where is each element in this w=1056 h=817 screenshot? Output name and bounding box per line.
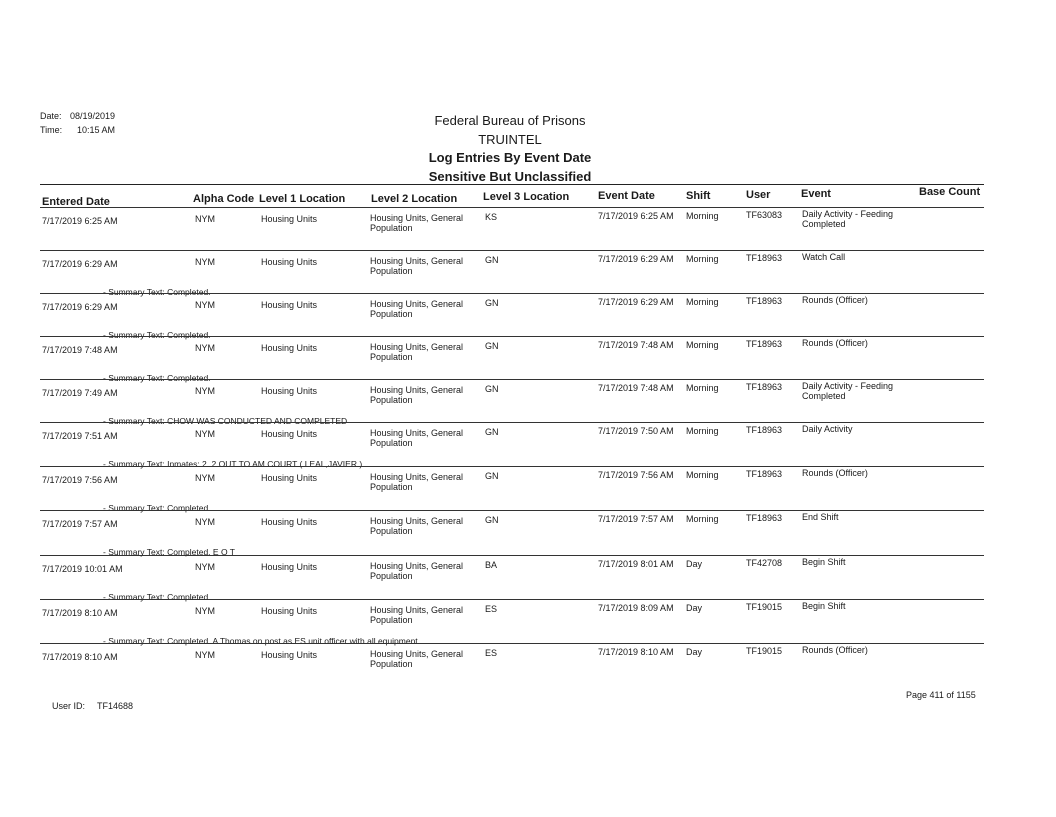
alpha-code-cell: NYM — [195, 343, 215, 353]
entered-date-cell: 7/17/2019 6:29 AM — [42, 259, 118, 269]
entered-date-cell: 7/17/2019 8:10 AM — [42, 608, 118, 618]
summary-text: - Summary Text: Completed. — [103, 373, 211, 383]
table-row — [0, 646, 1056, 690]
header-top-rule — [40, 184, 984, 185]
shift-cell: Day — [686, 559, 703, 569]
level1-cell: Housing Units — [261, 562, 318, 572]
alpha-code-cell: NYM — [195, 257, 215, 267]
date-value: 08/19/2019 — [70, 111, 116, 121]
row-divider — [40, 643, 984, 644]
level1-cell: Housing Units — [261, 473, 318, 483]
entered-date-cell: 7/17/2019 8:10 AM — [42, 652, 118, 662]
level3-cell: ES — [485, 604, 498, 614]
level2-cell: Housing Units, General Population — [370, 213, 464, 233]
level2-cell: Housing Units, General Population — [370, 342, 464, 362]
title-report-name: Log Entries By Event Date — [428, 150, 592, 165]
table-row — [0, 602, 1056, 646]
summary-text: - Summary Text: Completed. — [103, 287, 211, 297]
user-cell: TF18963 — [746, 425, 783, 435]
level3-cell: GN — [485, 515, 499, 525]
col-entered-date: Entered Date — [42, 196, 110, 208]
shift-cell: Morning — [686, 254, 719, 264]
entered-date-cell: 7/17/2019 7:56 AM — [42, 475, 118, 485]
report-title — [395, 112, 625, 186]
user-cell: TF18963 — [746, 296, 783, 306]
user-cell: TF18963 — [746, 253, 783, 263]
row-divider — [40, 379, 984, 380]
col-level3: Level 3 Location — [483, 191, 570, 203]
event-cell: Rounds (Officer) — [802, 645, 868, 655]
alpha-code-cell: NYM — [195, 650, 215, 660]
event-cell: Rounds (Officer) — [802, 295, 868, 305]
table-row — [0, 469, 1056, 513]
event-date-cell: 7/17/2019 6:29 AM — [598, 297, 674, 307]
col-event-date: Event Date — [598, 190, 655, 202]
table-row — [0, 382, 1056, 426]
level1-cell: Housing Units — [261, 606, 318, 616]
alpha-code-cell: NYM — [195, 300, 215, 310]
col-base-count: Base Count — [919, 186, 981, 198]
event-cell: End Shift — [802, 512, 839, 522]
event-cell: Watch Call — [802, 252, 846, 262]
summary-text: - Summary Text: Completed. — [103, 592, 211, 602]
row-divider — [40, 599, 984, 600]
level2-cell: Housing Units, General Population — [370, 428, 464, 448]
entered-date-cell: 7/17/2019 7:49 AM — [42, 388, 118, 398]
alpha-code-cell: NYM — [195, 517, 215, 527]
level3-cell: ES — [485, 648, 498, 658]
entered-date-cell: 7/17/2019 6:25 AM — [42, 216, 118, 226]
row-divider — [40, 510, 984, 511]
summary-text: - Summary Text: CHOW WAS CONDUCTED AND COMPLETED — [103, 416, 348, 426]
event-date-cell: 7/17/2019 8:01 AM — [598, 559, 674, 569]
col-level2: Level 2 Location — [371, 193, 458, 205]
level3-cell: GN — [485, 255, 499, 265]
level1-cell: Housing Units — [261, 343, 318, 353]
time-label: Time: — [40, 125, 63, 135]
event-cell: Rounds (Officer) — [802, 338, 868, 348]
summary-text: - Summary Text: Completed. E O T — [103, 547, 235, 557]
row-divider — [40, 466, 984, 467]
user-cell: TF19015 — [746, 646, 783, 656]
col-level1: Level 1 Location — [259, 193, 346, 205]
title-system: TRUINTEL — [478, 131, 542, 147]
page-number: Page 411 of 1155 — [906, 690, 976, 700]
user-cell: TF18963 — [746, 339, 783, 349]
event-date-cell: 7/17/2019 7:50 AM — [598, 426, 674, 436]
level1-cell: Housing Units — [261, 517, 318, 527]
event-cell: Daily Activity — [802, 424, 853, 434]
alpha-code-cell: NYM — [195, 214, 215, 224]
event-date-cell: 7/17/2019 7:48 AM — [598, 383, 674, 393]
user-id-value: TF14688 — [97, 701, 134, 711]
shift-cell: Morning — [686, 297, 719, 307]
table-row — [0, 253, 1056, 297]
shift-cell: Day — [686, 603, 703, 613]
title-classification: Sensitive But Unclassified — [428, 168, 592, 184]
event-date-cell: 7/17/2019 7:48 AM — [598, 340, 674, 350]
user-cell: TF18963 — [746, 382, 783, 392]
level2-cell: Housing Units, General Population — [370, 256, 464, 276]
row-divider — [40, 336, 984, 337]
level3-cell: GN — [485, 427, 499, 437]
row-divider — [40, 250, 984, 251]
table-row — [0, 339, 1056, 383]
event-date-cell: 7/17/2019 8:10 AM — [598, 647, 674, 657]
event-date-cell: 7/17/2019 6:25 AM — [598, 211, 674, 221]
row-divider — [40, 293, 984, 294]
user-cell: TF19015 — [746, 602, 783, 612]
event-cell: Begin Shift — [802, 557, 846, 567]
shift-cell: Day — [686, 647, 703, 657]
event-date-cell: 7/17/2019 7:57 AM — [598, 514, 674, 524]
shift-cell: Morning — [686, 340, 719, 350]
row-divider — [40, 207, 984, 208]
col-alpha-code: Alpha Code — [193, 193, 255, 205]
event-cell: Begin Shift — [802, 601, 846, 611]
table-row — [0, 296, 1056, 340]
alpha-code-cell: NYM — [195, 429, 215, 439]
event-date-cell: 7/17/2019 7:56 AM — [598, 470, 674, 480]
table-row — [0, 210, 1056, 254]
event-date-cell: 7/17/2019 8:09 AM — [598, 603, 674, 613]
level1-cell: Housing Units — [261, 257, 318, 267]
row-divider — [40, 555, 984, 556]
level2-cell: Housing Units, General Population — [370, 649, 464, 669]
user-cell: TF18963 — [746, 513, 783, 523]
event-cell: Rounds (Officer) — [802, 468, 868, 478]
user-cell: TF42708 — [746, 558, 783, 568]
level1-cell: Housing Units — [261, 386, 318, 396]
level3-cell: GN — [485, 384, 499, 394]
user-id-label: User ID: — [52, 701, 86, 711]
event-cell: Daily Activity - Feeding Completed — [802, 381, 894, 401]
level2-cell: Housing Units, General Population — [370, 516, 464, 536]
level3-cell: BA — [485, 560, 498, 570]
col-event: Event — [801, 188, 831, 200]
level1-cell: Housing Units — [261, 429, 318, 439]
shift-cell: Morning — [686, 211, 719, 221]
summary-text: - Summary Text: Completed. — [103, 503, 211, 513]
alpha-code-cell: NYM — [195, 386, 215, 396]
shift-cell: Morning — [686, 470, 719, 480]
event-date-cell: 7/17/2019 6:29 AM — [598, 254, 674, 264]
date-label: Date: — [40, 111, 62, 121]
time-value: 10:15 AM — [77, 125, 116, 135]
summary-text: - Summary Text: Completed. A Thomas on post as ES unit officer with all equipment. — [103, 636, 421, 646]
level3-cell: GN — [485, 471, 499, 481]
entered-date-cell: 7/17/2019 7:51 AM — [42, 431, 118, 441]
alpha-code-cell: NYM — [195, 606, 215, 616]
table-row — [0, 513, 1056, 557]
level3-cell: GN — [485, 298, 499, 308]
level3-cell: KS — [485, 212, 498, 222]
level1-cell: Housing Units — [261, 650, 318, 660]
alpha-code-cell: NYM — [195, 473, 215, 483]
col-user: User — [746, 189, 771, 201]
table-row — [0, 425, 1056, 469]
user-cell: TF63083 — [746, 210, 783, 220]
level2-cell: Housing Units, General Population — [370, 472, 464, 492]
shift-cell: Morning — [686, 426, 719, 436]
event-cell: Daily Activity - Feeding Completed — [802, 209, 894, 229]
level2-cell: Housing Units, General Population — [370, 385, 464, 405]
row-divider — [40, 422, 984, 423]
level1-cell: Housing Units — [261, 300, 318, 310]
shift-cell: Morning — [686, 383, 719, 393]
level2-cell: Housing Units, General Population — [370, 561, 464, 581]
level3-cell: GN — [485, 341, 499, 351]
title-agency: Federal Bureau of Prisons — [434, 113, 586, 128]
entered-date-cell: 7/17/2019 6:29 AM — [42, 302, 118, 312]
user-cell: TF18963 — [746, 469, 783, 479]
alpha-code-cell: NYM — [195, 562, 215, 572]
level2-cell: Housing Units, General Population — [370, 299, 464, 319]
summary-text: - Summary Text: Completed. — [103, 330, 211, 340]
col-shift: Shift — [686, 190, 711, 202]
table-row — [0, 558, 1056, 602]
level2-cell: Housing Units, General Population — [370, 605, 464, 625]
level1-cell: Housing Units — [261, 214, 318, 224]
entered-date-cell: 7/17/2019 7:57 AM — [42, 519, 118, 529]
entered-date-cell: 7/17/2019 10:01 AM — [42, 564, 123, 574]
entered-date-cell: 7/17/2019 7:48 AM — [42, 345, 118, 355]
summary-text: - Summary Text: Inmates: 2. 2 OUT TO AM COURT ( LEAL,JAVIER ) — [103, 459, 363, 469]
shift-cell: Morning — [686, 514, 719, 524]
